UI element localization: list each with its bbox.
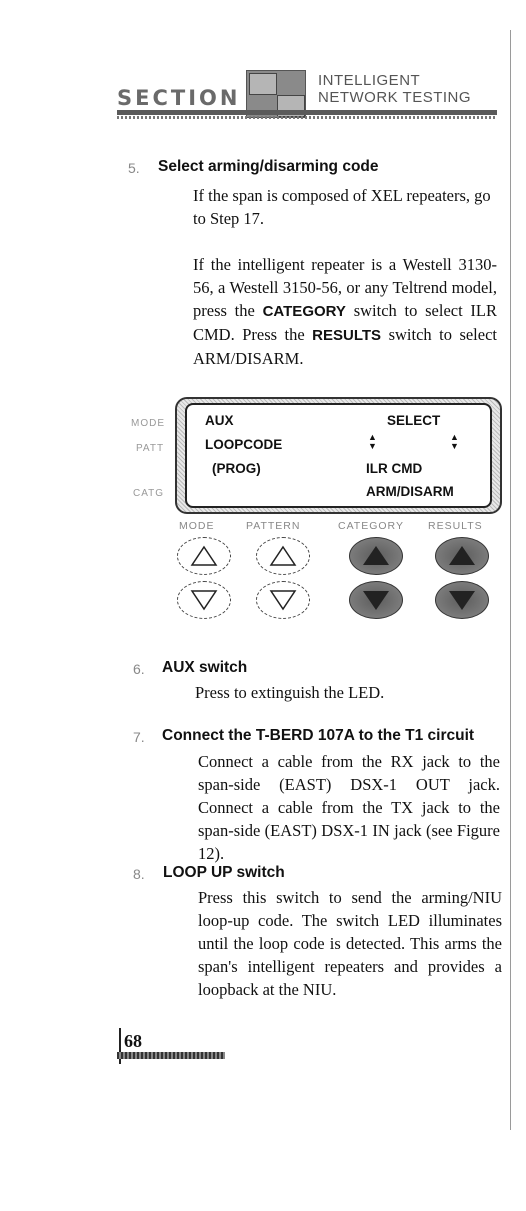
mode-label: MODE xyxy=(179,520,215,532)
step-8-number: 8. xyxy=(133,866,145,882)
step-5-para2 xyxy=(193,253,497,370)
step-7-number: 7. xyxy=(133,729,145,745)
results-down-button[interactable] xyxy=(435,581,489,619)
triangle-up-icon xyxy=(178,538,230,574)
section-title-line1: INTELLIGENT xyxy=(318,72,421,89)
lcd-select: SELECT xyxy=(387,413,441,428)
page-edge xyxy=(510,30,511,1130)
lcd-up-down-arrow-icon: ▲▼ xyxy=(450,432,459,451)
category-down-button[interactable] xyxy=(349,581,403,619)
header-dotted-rule xyxy=(117,116,497,119)
step-8-body: Press this switch to send the arming/NIU loop-up code. The switch LED illuminates until the loop code is detected. This arms the span's intelligent repeaters and provides a loopback at the NIU. xyxy=(198,888,502,999)
step-7-title: Connect the T-BERD 107A to the T1 circuit xyxy=(162,727,475,744)
triangle-down-icon xyxy=(257,582,309,618)
category-label: CATEGORY xyxy=(338,520,404,532)
category-up-button[interactable] xyxy=(349,537,403,575)
header-rule xyxy=(117,110,497,115)
step-5-para1: If the span is composed of XEL repeaters, go to Step 17. xyxy=(193,186,491,228)
section-title-line2: NETWORK TESTING xyxy=(318,89,472,106)
step-5-para2-text: If the intelligent repeater is a Westell 3130-56, a Westell 3150-56, or any Teltrend model, press the xyxy=(193,255,497,320)
triangle-up-icon xyxy=(257,538,309,574)
category-keyword: CATEGORY xyxy=(262,303,346,320)
page-number-bar xyxy=(117,1052,225,1059)
side-label-patt: PATT xyxy=(136,443,165,454)
step-6-number: 6. xyxy=(133,661,145,677)
lcd-up-down-arrow-icon: ▲▼ xyxy=(368,432,377,451)
lcd-arm-disarm: ARM/DISARM xyxy=(366,484,454,499)
page-number: 68 xyxy=(124,1031,142,1051)
results-keyword: RESULTS xyxy=(312,327,382,344)
section-title xyxy=(318,72,471,106)
lcd-aux: AUX xyxy=(205,413,234,428)
results-up-button[interactable] xyxy=(435,537,489,575)
step-5-title: Select arming/disarming code xyxy=(158,158,379,175)
lcd-loopcode: LOOPCODE xyxy=(205,437,283,452)
step-7-body: Connect a cable from the RX jack to the span-side (EAST) DSX-1 OUT jack. Connect a cable from the TX jack to the span-side (EAST) DSX-1 IN jack (see Figure 12). xyxy=(198,752,500,863)
step-6-title: AUX switch xyxy=(162,659,248,676)
lcd-prog: (PROG) xyxy=(212,461,261,476)
side-label-mode: MODE xyxy=(131,418,165,429)
results-label: RESULTS xyxy=(428,520,483,532)
step-5-para2c-text: switch to select ARM/DISARM. xyxy=(193,325,497,368)
triangle-up-icon xyxy=(436,538,488,574)
step-5-body xyxy=(193,184,497,370)
step-8-title: LOOP UP switch xyxy=(163,864,285,881)
step-5-number: 5. xyxy=(128,160,140,176)
triangle-down-icon xyxy=(350,582,402,618)
step-6-body: Press to extinguish the LED. xyxy=(195,683,385,702)
triangle-down-icon xyxy=(436,582,488,618)
mode-up-button[interactable] xyxy=(177,537,231,575)
triangle-up-icon xyxy=(350,538,402,574)
mode-down-button[interactable] xyxy=(177,581,231,619)
triangle-down-icon xyxy=(178,582,230,618)
pattern-label: PATTERN xyxy=(246,520,301,532)
pattern-up-button[interactable] xyxy=(256,537,310,575)
lcd-ilr-cmd: ILR CMD xyxy=(366,461,423,476)
pattern-down-button[interactable] xyxy=(256,581,310,619)
step-5-para2b-text: switch to select ILR CMD. Press the xyxy=(193,301,498,344)
side-label-catg: CATG xyxy=(133,488,165,499)
section-label: SECTION xyxy=(117,86,241,110)
